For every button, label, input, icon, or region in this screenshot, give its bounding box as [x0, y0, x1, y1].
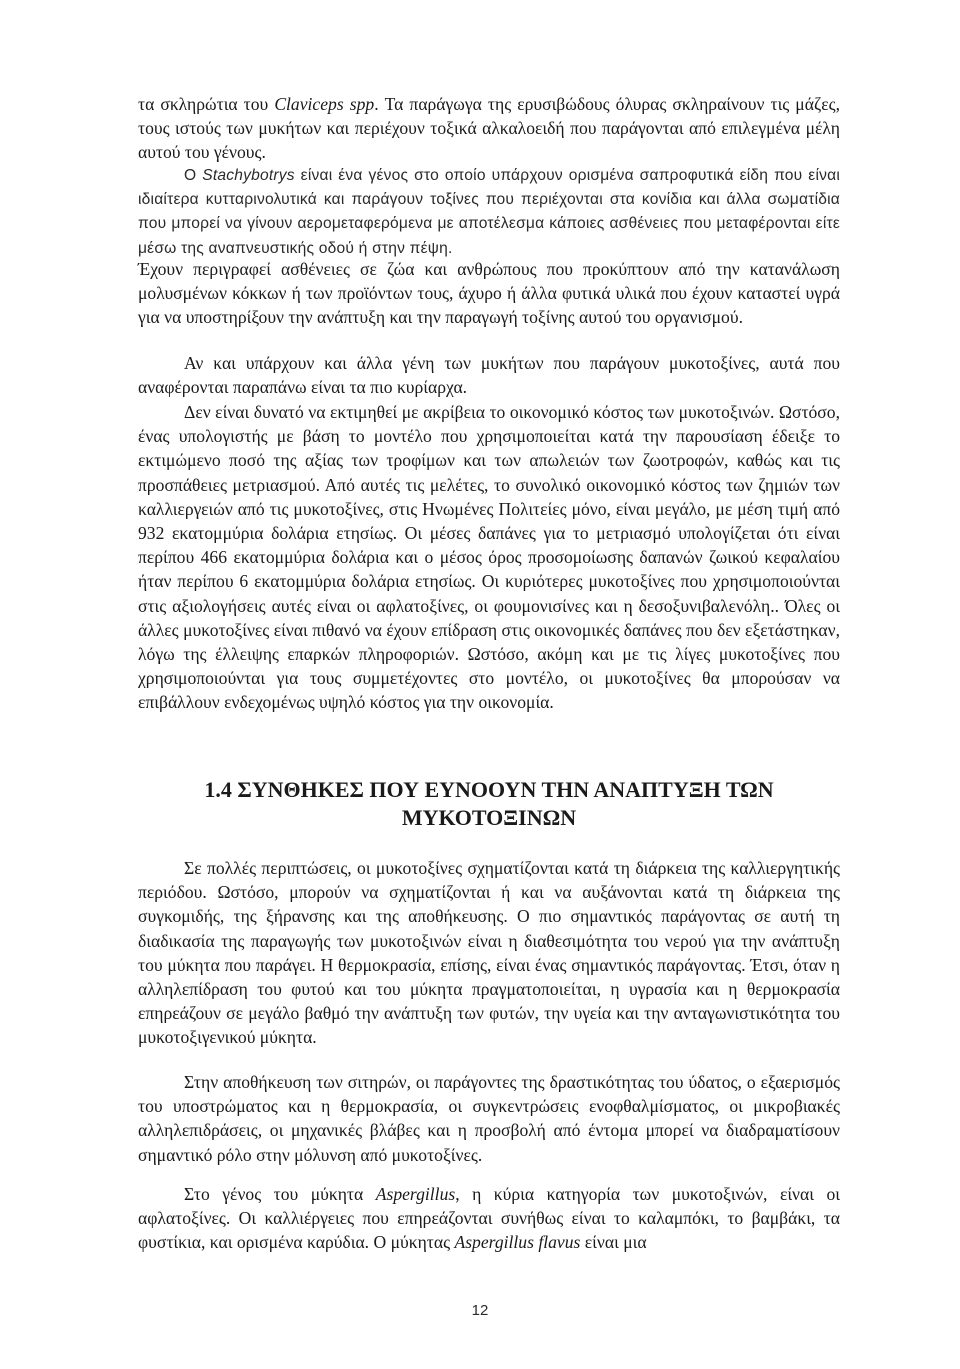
paragraph-other-genera: Αν και υπάρχουν και άλλα γένη των μυκήτων που παράγουν μυκοτοξίνες, αυτά που αναφέρονται παραπάνω είναι τα πιο κυρίαρχα.: [138, 353, 840, 398]
heading-line-1: 1.4 ΣΥΝΘΗΚΕΣ ΠΟΥ ΕΥΝΟΟΥΝ ΤΗΝ ΑΝΑΠΤΥΞΗ ΤΩΝ: [204, 777, 774, 802]
paragraph-economic-cost: Δεν είναι δυνατό να εκτιμηθεί με ακρίβεια το οικονομικό κόστος των μυκοτοξινών. Ωστόσο, ένας υπολογιστής με βάση το μοντέλο που χρησιμοποιείται κατά την παρουσίαση έδειξε το εκτιμώμενο ποσό της αξίας των τροφίμων και των απωλειών των ζωοτροφών, καθώς και τις προσπάθειες μετριασμού. Από αυτές τις μελέτες, το συνολικό οικονομικό κόστος των ζημιών των καλλιεργειών από τις μυκοτοξίνες, στις Ηνωμένες Πολιτείες μόνο, είναι μεγάλο, με μέση τιμή από 932 εκατομμύρια δολάρια ετησίως. Οι μέσες δαπάνες για το μετριασμό υπολογίζεται ότι είναι περίπου 466 εκατομμύρια δολάρια και ο μέσος όρος προσομοίωσης δαπανών ζωικού κεφαλαίου ήταν περίπου 6 εκατομμύρια δολάρια ετησίως. Οι κυριότερες μυκοτοξίνες που χρησιμοποιούνται στις αξιολογήσεις αυτές είναι οι αφλατοξίνες, οι φουμονισίνες και η δεσοξυνιβαλενόλη.. Όλες οι άλλες μυκοτοξίνες είναι πιθανό να έχουν επίδραση στις οικονομικές δαπάνες που δεν εξετάστηκαν, λόγω της έλλειψης επαρκών πληροφοριών. Ωστόσο, ακόμη και με τις λίγες μυκοτοξίνες που χρησιμοποιούνται για τους συμμετέχοντες στο μοντέλο, οι μυκοτοξίνες θα μπορούσαν να επιβάλλουν ενδεχομένως υψηλό κόστος για την οικονομία.: [138, 402, 840, 713]
text-run: , η κύρια κατηγορία των μυκοτοξινών, είναι οι αφλατοξίνες. Οι καλλιέργειες που επηρεάζονται συνήθως είναι το καλαμπόκι, το βαμβάκι, τα φυστίκια, και ορισμένα καρύδια. Ο μύκητας: [138, 1184, 840, 1253]
paragraph-aspergillus: [138, 1182, 840, 1255]
paragraph-stachybotrys: [138, 164, 840, 261]
section-heading: [138, 776, 840, 832]
heading-line-2: ΜΥΚΟΤΟΞΙΝΩΝ: [401, 805, 577, 830]
italic-species: Aspergillus flavus: [454, 1232, 581, 1253]
paragraph-storage: Στην αποθήκευση των σιτηρών, οι παράγοντες της δραστικότητας του ύδατος, ο εξαερισμός του υποστρώματος και η θερμοκρασία, οι συγκεντρώσεις ενοφθαλμίσματος, οι μικροβιακές αλληλεπιδράσεις, οι μηχανικές βλάβες και η προσβολή από έντομα μπορεί να διαδραματίσουν σημαντικό ρόλο στην μόλυνση από μυκοτοξίνες.: [138, 1072, 840, 1165]
text-run: είναι μια: [580, 1232, 647, 1253]
text-run: είναι ένα γένος στο οποίο υπάρχουν ορισμένα σαπροφυτικά είδη που είναι ιδιαίτερα κυτταρινολυτικά και παράγουν τοξίνες που περιέχονται στα κονίδια και άλλα σωματίδια που μπορεί να γίνουν αερομεταφερόμενα με αποτέλεσμα κάποιες ασθένειες που μεταφέρονται είτε μέσω της αναπνευστικής οδού ή στην πέψη.: [138, 167, 840, 257]
text-run: τα σκληρώτια του: [138, 94, 275, 114]
paragraph-diseases: Έχουν περιγραφεί ασθένειες σε ζώα και ανθρώπους που προκύπτουν από την κατανάλωση μολυσμένων κόκκων ή των προϊόντων τους, άχυρο ή άλλα φυτικά υλικά που έχουν καταστεί υγρά για να υποστηρίξουν την ανάπτυξη και την παραγωγή τοξίνης αυτού του οργανισμού.: [138, 259, 840, 328]
paragraph-conditions: Σε πολλές περιπτώσεις, οι μυκοτοξίνες σχηματίζονται κατά τη διάρκεια της καλλιεργητικής περιόδου. Ωστόσο, μπορούν να σχηματίζονται ή και να αυξάνονται κατά τη διάρκεια της συγκομιδής, της ξήρανσης και της αποθήκευσης. Ο πιο σημαντικός παράγοντας σε αυτή τη διαδικασία της παραγωγής των μυκοτοξινών είναι η διαθεσιμότητα του νερού για την ανάπτυξη του μύκητα που παράγει. Η θερμοκρασία, επίσης, είναι ένας σημαντικός παράγοντας. Έτσι, όταν η αλληλεπίδραση του φυτού και του μύκητα πραγματοποιείται, η υγρασία και η θερμοκρασία επηρεάζουν σε μεγάλο βαθμό την ανάπτυξη των φυτών, την υγεία και την ανταγωνιστικότητα του μυκοτοξιγενικού μύκητα.: [138, 858, 840, 1048]
italic-genus: Aspergillus: [375, 1184, 456, 1204]
text-run: Ο: [184, 167, 203, 184]
italic-genus: Stachybotrys: [202, 167, 295, 184]
italic-genus: Claviceps spp: [274, 94, 375, 114]
text-run: . Τα παράγωγα της ερυσιβώδους όλυρας σκληραίνουν τις μάζες, τους ιστούς των μυκήτων και περιέχουν τοξικά αλκαλοειδή που παράγονται από επιλεγμένα μέλη αυτού του γένους.: [138, 94, 840, 163]
paragraph-claviceps: [138, 92, 840, 165]
text-run: Στο γένος του μύκητα: [184, 1184, 376, 1204]
page-number: 12: [471, 1302, 489, 1319]
